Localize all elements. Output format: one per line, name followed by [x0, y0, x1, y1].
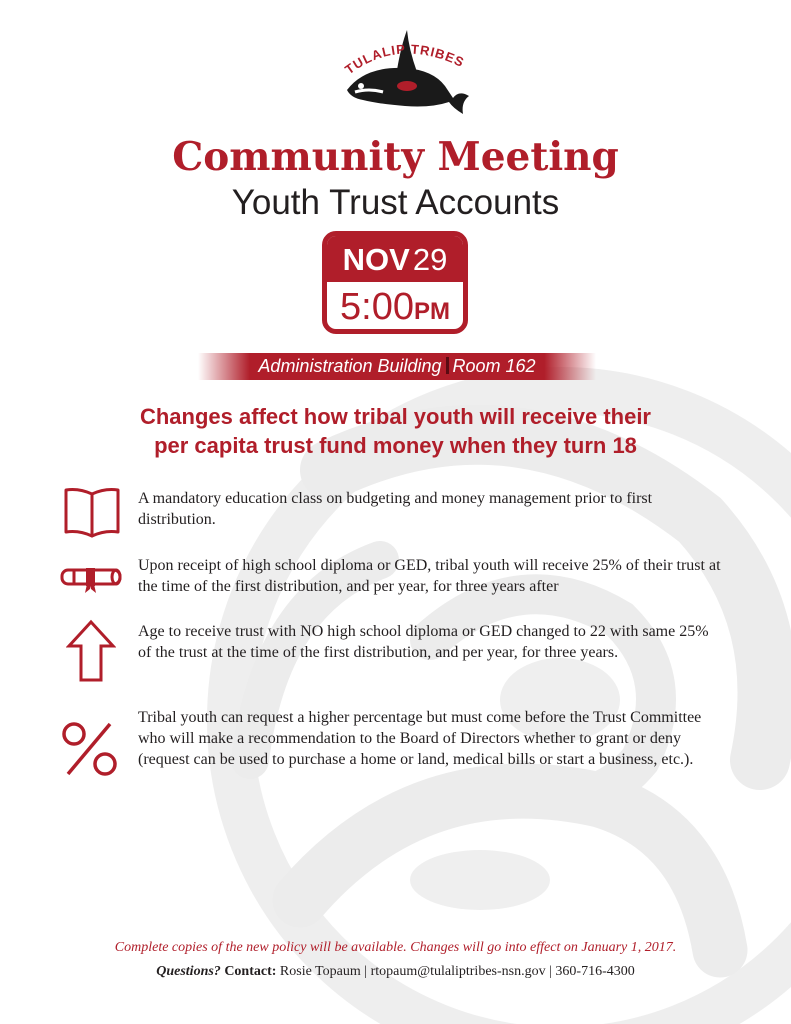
svg-text:TULALIP TRIBES: TULALIP TRIBES	[342, 41, 467, 78]
page-subtitle: Youth Trust Accounts	[231, 183, 560, 222]
meeting-time-ampm: PM	[413, 298, 450, 325]
time-row	[327, 282, 463, 334]
page-title: Community Meeting	[172, 134, 619, 180]
list-item-diploma-distribution: Upon receipt of high school diploma or GED, tribal youth will receive 25% of their trust at the time of the first distribution, and per year, for three years after	[138, 557, 721, 595]
list-item-education-class: A mandatory education class on budgeting and money management prior to first distribution.	[138, 490, 653, 528]
date-day: 29	[412, 242, 448, 277]
contact-name: Rosie Topaum	[279, 964, 361, 979]
contact-line	[0, 964, 791, 980]
changes-headline	[0, 402, 791, 460]
book-icon	[63, 486, 121, 538]
list-item-age-requirement: Age to receive trust with NO high school diploma or GED changed to 22 with same 25% of the trust at the time of the first distribution, and per year, for three years.	[138, 623, 709, 661]
tulalip-tribes-logo	[335, 28, 475, 124]
date-row	[327, 236, 463, 282]
meeting-time: 5:00	[340, 286, 414, 328]
location-room: Room 162	[452, 356, 536, 376]
date-time-badge	[322, 231, 468, 334]
diploma-icon	[60, 564, 124, 594]
contact-email-link[interactable]: rtopaum@tulaliptribes-nsn.gov	[370, 964, 546, 979]
arrow-up-icon	[66, 619, 116, 683]
contact-phone: 360-716-4300	[555, 964, 635, 979]
headline-line-1: Changes affect how tribal youth will receive their	[139, 404, 651, 429]
location-building: Administration Building	[258, 356, 442, 376]
percent-icon	[60, 720, 120, 778]
contact-separator: |	[364, 964, 368, 979]
list-item-higher-percentage: Tribal youth can request a higher percentage but must come before the Trust Committee who will make a recommendation to the Board of Directors whether to grant or deny (request can be used to purchase a home or land, medical bills or start a business, etc.).	[138, 709, 702, 768]
headline-line-2: per capita trust fund money when they turn 18	[154, 433, 637, 458]
policy-note: Complete copies of the new policy will be available. Changes will go into effect on January 1, 2017.	[114, 940, 677, 955]
location-banner	[198, 353, 596, 380]
contact-label: Contact:	[224, 964, 277, 979]
questions-label: Questions?	[156, 964, 221, 979]
location-separator	[446, 357, 449, 374]
contact-separator: |	[549, 964, 552, 979]
date-month: NOV	[342, 242, 410, 277]
